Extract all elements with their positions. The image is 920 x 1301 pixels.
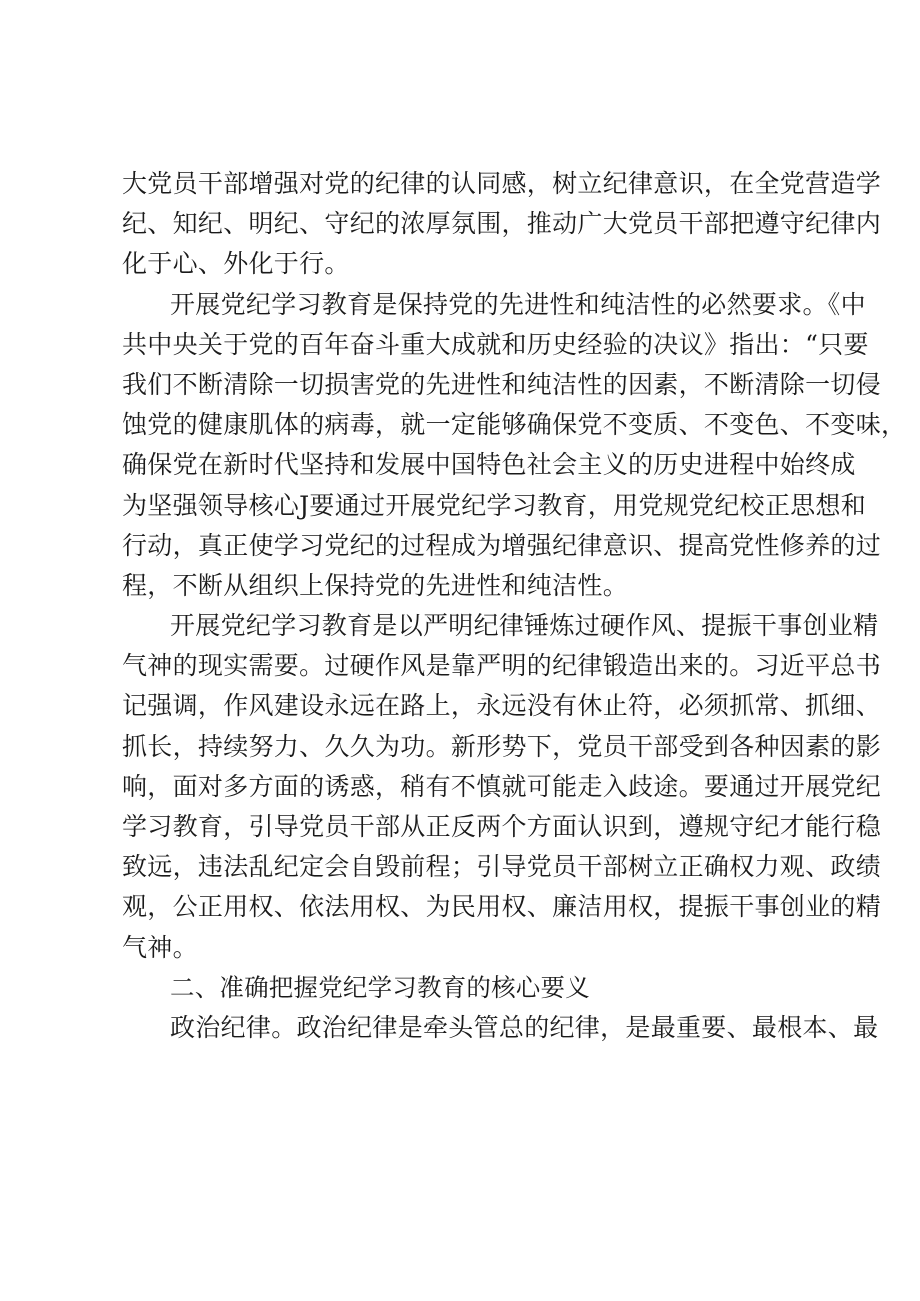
paragraph-2 xyxy=(122,285,907,607)
text-line: 开展党纪学习教育是保持党的先进性和纯洁性的必然要求。《中 xyxy=(170,289,866,319)
text-line: 化于心、外化于行。 xyxy=(122,249,350,279)
section-heading: 二、准确把握党纪学习教育的核心要义 xyxy=(170,972,590,1002)
text-line: 为坚强领导核心J要通过开展党纪学习教育，用党规党纪校正思想和 xyxy=(122,490,867,520)
text-line: 政治纪律。政治纪律是牵头管总的纪律，是最重要、最根本、最 xyxy=(170,1012,879,1042)
text-line: 确保党在新时代坚持和发展中国特色社会主义的历史进程中始终成 xyxy=(122,450,856,480)
paragraph-1 xyxy=(122,164,882,285)
text-line: 纪、知纪、明纪、守纪的浓厚氛围，推动广大党员干部把遵守纪律内 xyxy=(122,209,882,239)
text-line: 蚀党的健康肌体的病毒，就一定能够确保党不变质、不变色、不变味， xyxy=(122,410,907,440)
text-line: 抓长，持续努力、久久为功。新形势下，党员干部受到各种因素的影 xyxy=(122,731,882,761)
text-line: 观，公正用权、依法用权、为民用权、廉洁用权，提振干事创业的精 xyxy=(122,892,882,922)
text-line: 气神的现实需要。过硬作风是靠严明的纪律锻造出来的。习近平总书 xyxy=(122,651,882,681)
text-line: 开展党纪学习教育是以严明纪律锤炼过硬作风、提振干事创业精 xyxy=(170,611,879,641)
text-line: 我们不断清除一切损害党的先进性和纯洁性的因素，不断清除一切侵 xyxy=(122,369,882,399)
document-page xyxy=(122,164,907,1048)
text-line: 大党员干部增强对党的纪律的认同感，树立纪律意识，在全党营造学 xyxy=(122,169,882,198)
paragraph-3 xyxy=(122,606,882,968)
text-line: 致远，违法乱纪定会自毁前程；引导党员干部树立正确权力观、政绩 xyxy=(122,852,882,882)
text-line: 记强调，作风建设永远在路上，永远没有休止符，必须抓常、抓细、 xyxy=(122,691,882,721)
text-line: 响，面对多方面的诱惑，稍有不慎就可能走入歧途。要通过开展党纪 xyxy=(122,771,882,801)
text-line: 行动，真正使学习党纪的过程成为增强纪律意识、提高党性修养的过 xyxy=(122,530,882,560)
text-line: 学习教育，引导党员干部从正反两个方面认识到，遵规守纪才能行稳 xyxy=(122,812,882,841)
text-line: 气神。 xyxy=(122,932,198,962)
text-line: 程，不断从组织上保持党的先进性和纯洁性。 xyxy=(122,570,629,600)
text-line: 共中央关于党的百年奋斗重大成就和历史经验的决议》指出：“只要 xyxy=(122,329,869,359)
